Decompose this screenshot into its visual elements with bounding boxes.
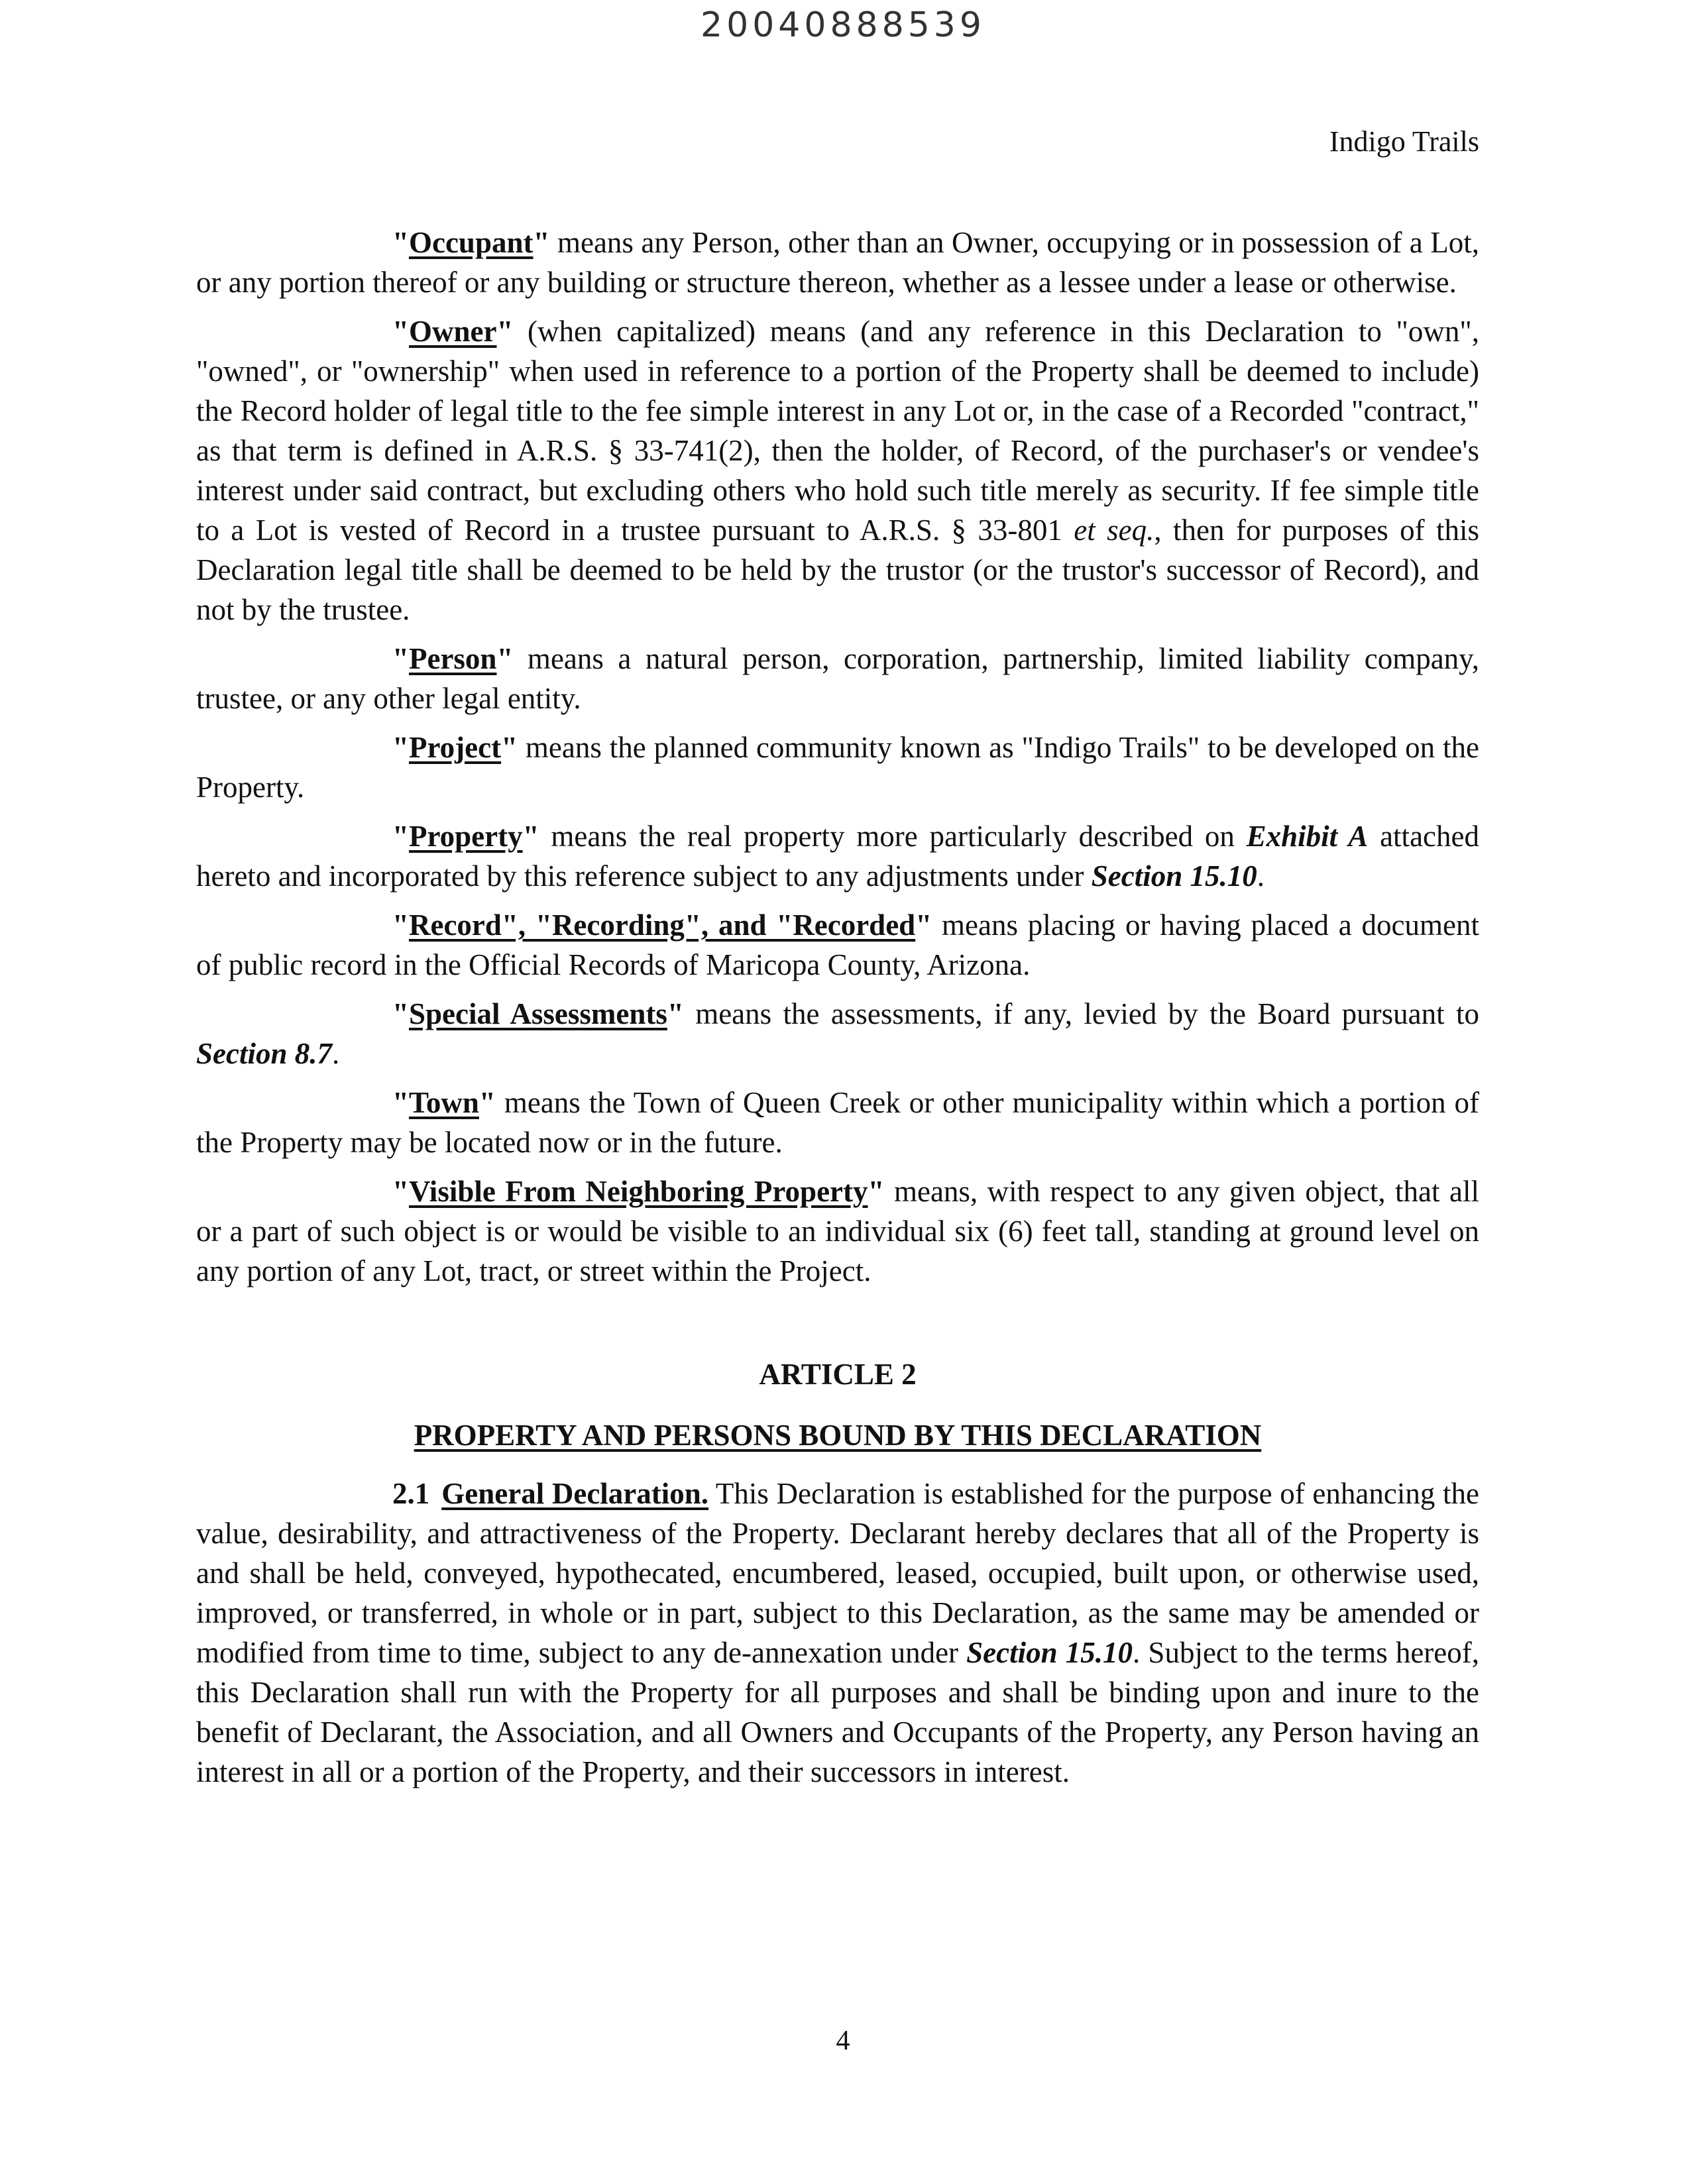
definition-text: means placing or having placed a document of public record in the Official Records of Maricopa County, Arizona. xyxy=(196,908,1479,981)
definition-person xyxy=(196,639,1479,718)
definition-term: "Town" xyxy=(392,1086,496,1119)
definition-text-end: . xyxy=(1257,859,1265,893)
exhibit-reference: Exhibit A xyxy=(1246,820,1369,853)
section-reference: Section 15.10 xyxy=(1091,859,1257,893)
section-text: This Declaration is established for the purpose of enhancing the value, desirability, and attractiveness of the Property. Declarant hereby declares that all of the Property is and shall be held, conveyed, hypothecated, encumbered, leased, occupied, built upon, or otherwise used, improved, or transferred, in whole or in part, subject to this Declaration, as the same may be amended or modified from time to time, subject to any de-annexation under xyxy=(196,1477,1479,1669)
definition-text: means a natural person, corporation, partnership, limited liability company, trustee, or any other legal entity. xyxy=(196,642,1479,715)
definition-text: means the planned community known as "Indigo Trails" to be developed on the Property. xyxy=(196,731,1479,804)
section-reference: Section 8.7 xyxy=(196,1037,333,1070)
section-number: 2.1 xyxy=(392,1477,430,1510)
definition-term: "Property" xyxy=(392,820,539,853)
header-title: Indigo Trails xyxy=(1329,125,1479,158)
definition-text-continued: attached hereto and incorporated by this reference subject to any adjustments under xyxy=(196,820,1479,893)
definition-owner xyxy=(196,311,1479,629)
definition-record xyxy=(196,905,1479,985)
definition-text: means the Town of Queen Creek or other municipality within which a portion of the Property may be located now or in the future. xyxy=(196,1086,1479,1159)
section-title: General Declaration. xyxy=(441,1477,709,1510)
page-number: 4 xyxy=(836,2026,850,2056)
article-number: ARTICLE 2 xyxy=(759,1358,917,1391)
article-title: PROPERTY AND PERSONS BOUND BY THIS DECLARATION xyxy=(414,1419,1262,1452)
definition-text: means the real property more particularly described on xyxy=(539,820,1247,853)
definition-special-assessments xyxy=(196,994,1479,1073)
definition-italic: et seq. xyxy=(1074,514,1154,547)
definition-visible-from-neighboring-property xyxy=(196,1172,1479,1291)
definition-occupant xyxy=(196,223,1479,302)
definition-text: means the assessments, if any, levied by the Board pursuant to xyxy=(683,997,1479,1030)
definition-term: "Project" xyxy=(392,731,518,764)
definition-term: "Visible From Neighboring Property" xyxy=(392,1175,885,1208)
definition-term: "Occupant" xyxy=(392,226,550,259)
page-body xyxy=(196,223,1479,1801)
definition-text-continued: , then for purposes of this Declaration legal title shall be deemed to be held by the trustor (or the trustor's successor of Record), and not by the trustee. xyxy=(196,514,1479,626)
definition-project xyxy=(196,728,1479,807)
recording-number: 20040888539 xyxy=(701,5,985,45)
definition-text-end: . xyxy=(332,1037,340,1070)
definition-text: means any Person, other than an Owner, occupying or in possession of a Lot, or any portion thereof or any building or structure thereon, whether as a lessee under a lease or otherwise. xyxy=(196,226,1479,299)
definition-term: "Special Assessments" xyxy=(392,997,684,1030)
definition-town xyxy=(196,1083,1479,1162)
section-text-continued: . Subject to the terms hereof, this Declaration shall run with the Property for all purposes and shall be binding upon and inure to the benefit of Declarant, the Association, and all Owners and Occupants of the Property, any Person having an interest in all or a portion of the Property, and their successors in interest. xyxy=(196,1636,1480,1788)
definition-property xyxy=(196,816,1479,896)
definition-term: "Owner" xyxy=(392,315,514,348)
definition-text: (when capitalized) means (and any reference in this Declaration to "own", "owned", or "ownership" when used in reference to a portion of the Property shall be deemed to include) the Record holder of legal title to the fee simple interest in any Lot or, in the case of a Recorded "contract," as that term is defined in A.R.S. § 33-741(2), then the holder, of Record, of the purchaser's or vendee's interest under said contract, but excluding others who hold such title merely as security. If fee simple title to a Lot is vested of Record in a trustee pursuant to A.R.S. § 33-801 xyxy=(196,315,1479,547)
definition-term: "Record", "Recording", and "Recorded" xyxy=(392,908,932,942)
definition-term: "Person" xyxy=(392,642,514,675)
definition-text: means, with respect to any given object, that all or a part of such object is or would be visible to an individual six (6) feet tall, standing at ground level on any portion of any Lot, tract, or street within the Project. xyxy=(196,1175,1479,1287)
article-heading xyxy=(196,1354,1479,1455)
section-reference: Section 15.10 xyxy=(966,1636,1133,1669)
section-2-1 xyxy=(196,1474,1479,1792)
